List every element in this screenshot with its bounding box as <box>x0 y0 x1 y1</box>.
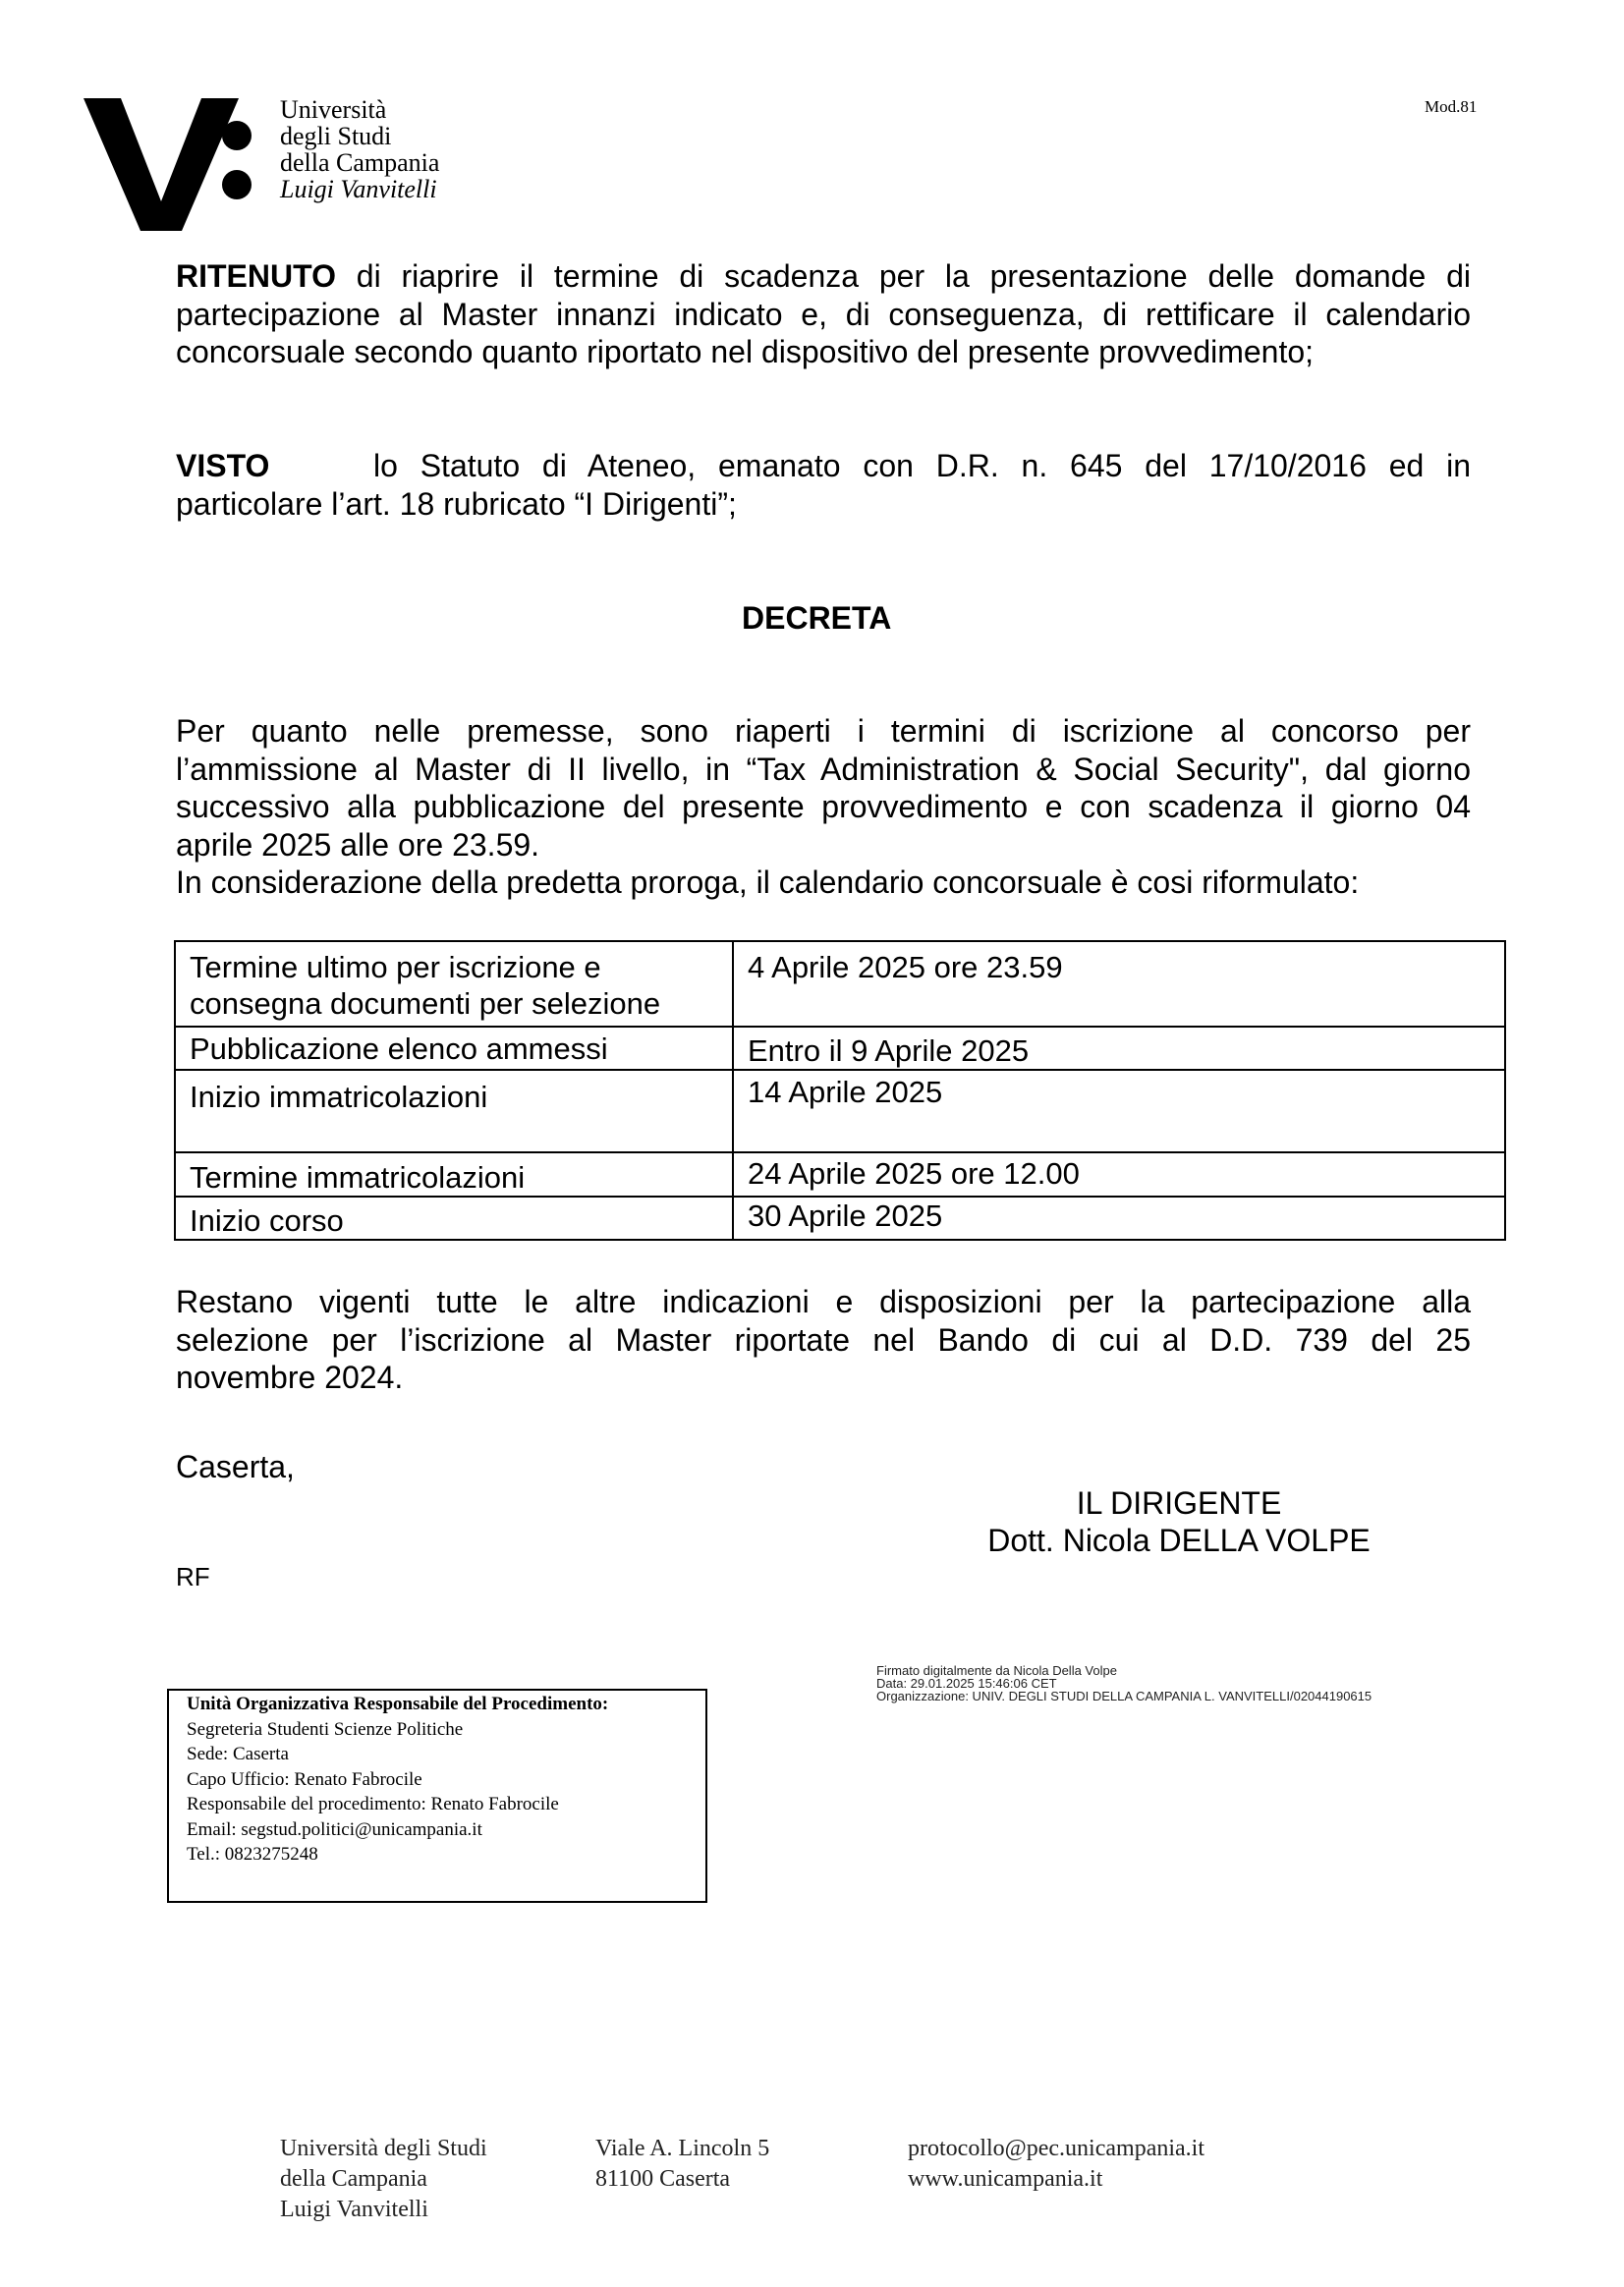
decree-body-line: Per quanto nelle premesse, sono riaperti i termini di iscrizione al concorso per <box>176 713 1471 749</box>
logo-v-shape <box>84 98 239 231</box>
office-line: Segreteria Studenti Scienze Politiche <box>187 1718 464 1740</box>
calendar-value: 14 Aprile 2025 <box>733 1070 1505 1152</box>
ritenuto-line: partecipazione al Master innanzi indicato e, di conseguenza, di rettificare il calendario <box>176 296 1471 332</box>
visto-paragraph <box>176 447 1471 523</box>
university-name-line: Università <box>280 95 387 124</box>
ritenuto-line: RITENUTO di riaprire il termine di scadenza per la presentazione delle domande di <box>176 258 1472 294</box>
ritenuto-paragraph <box>176 257 1471 371</box>
office-heading: Unità Organizzativa Responsabile del Procedimento: <box>187 1694 609 1714</box>
digital-signature-line: Firmato digitalmente da Nicola Della Volpe <box>876 1663 1117 1678</box>
calendar-label: Termine ultimo per iscrizione e consegna documenti per selezione <box>175 941 733 1027</box>
restano-line: selezione per l’iscrizione al Master riportate nel Bando di cui al D.D. 739 del 25 <box>176 1321 1471 1358</box>
calendar-value: 4 Aprile 2025 ore 23.59 <box>733 941 1505 1027</box>
office-line: Tel.: 0823275248 <box>187 1844 318 1865</box>
decree-body-line: aprile 2025 alle ore 23.59. <box>176 826 540 863</box>
digital-signature-line: Data: 29.01.2025 15:46:06 CET <box>876 1676 1057 1691</box>
signature-block <box>963 1484 1395 1559</box>
logo-dot-top <box>222 121 252 150</box>
footer-email-link[interactable]: protocollo@pec.unicampania.it <box>908 2136 1205 2161</box>
footer-line: Viale A. Lincoln 5 <box>595 2136 770 2161</box>
decree-body <box>176 712 1471 902</box>
module-code: Mod.81 <box>1425 97 1478 116</box>
calendar-value: 24 Aprile 2025 ore 12.00 <box>733 1152 1505 1197</box>
footer-line: Luigi Vanvitelli <box>280 2197 428 2222</box>
decree-body-line: l’ammissione al Master di II livello, in “Tax Administration & Social Security", dal giorno <box>176 751 1471 787</box>
office-info <box>187 1692 608 1868</box>
place: Caserta, <box>176 1449 295 1484</box>
visto-line: particolare l’art. 18 rubricato “I Dirigenti”; <box>176 485 737 522</box>
table-row <box>175 941 1505 1027</box>
calendar-value: Entro il 9 Aprile 2025 <box>733 1027 1505 1070</box>
calendar-table <box>174 940 1506 1241</box>
office-line: Capo Ufficio: Renato Fabrocile <box>187 1768 422 1790</box>
table-row <box>175 1027 1505 1070</box>
digital-signature-stamp <box>876 1664 1372 1702</box>
footer-website-link[interactable]: www.unicampania.it <box>908 2166 1103 2192</box>
ritenuto-line: concorsuale secondo quanto riportato nel dispositivo del presente provvedimento; <box>176 334 1315 369</box>
university-name-line: degli Studi <box>280 122 392 150</box>
visto-keyword: VISTO <box>176 448 270 483</box>
logo-dot-bottom <box>222 170 252 199</box>
calendar-label: Inizio immatricolazioni <box>175 1070 733 1152</box>
footer-university <box>280 2134 487 2225</box>
office-line: Sede: Caserta <box>187 1744 289 1764</box>
signature-role: IL DIRIGENTE <box>1076 1485 1282 1521</box>
calendar-label: Pubblicazione elenco ammessi <box>175 1027 733 1070</box>
office-line: Email: segstud.politici@unicampania.it <box>187 1818 482 1840</box>
footer-contacts <box>908 2134 1204 2195</box>
visto-line <box>176 447 1471 485</box>
table-row <box>175 1197 1505 1240</box>
university-name-line: della Campania <box>280 148 440 177</box>
university-name-italic: Luigi Vanvitelli <box>280 175 437 203</box>
ritenuto-keyword: RITENUTO <box>176 258 336 294</box>
footer-address <box>595 2134 769 2195</box>
footer-line: della Campania <box>280 2166 427 2192</box>
signature-name: Dott. Nicola DELLA VOLPE <box>987 1523 1371 1558</box>
office-line: Responsabile del procedimento: Renato Fabrocile <box>187 1794 559 1814</box>
calendar-label: Inizio corso <box>175 1197 733 1240</box>
decree-body-line: successivo alla pubblicazione del presente provvedimento e con scadenza il giorno 04 <box>176 789 1471 824</box>
digital-signature-line: Organizzazione: UNIV. DEGLI STUDI DELLA CAMPANIA L. VANVITELLI/02044190615 <box>876 1689 1372 1703</box>
restano-paragraph <box>176 1283 1471 1397</box>
calendar-label: Termine immatricolazioni <box>175 1152 733 1197</box>
initials: RF <box>176 1562 210 1591</box>
university-logo-mark <box>84 98 270 231</box>
visto-line1-text: lo Statuto di Ateneo, emanato con D.R. n. 645 del 17/10/2016 ed in <box>373 448 1471 483</box>
table-row <box>175 1152 1505 1197</box>
restano-line: novembre 2024. <box>176 1360 404 1395</box>
decree-body-line: In considerazione della predetta proroga, il calendario concorsuale è cosi riformulato: <box>176 865 1360 900</box>
university-name <box>280 96 439 202</box>
calendar-value: 30 Aprile 2025 <box>733 1197 1505 1240</box>
footer-line: 81100 Caserta <box>595 2166 731 2192</box>
table-row <box>175 1070 1505 1152</box>
footer-line: Università degli Studi <box>280 2136 487 2161</box>
decreta-title: DECRETA <box>742 600 892 636</box>
restano-line: Restano vigenti tutte le altre indicazioni e disposizioni per la partecipazione alla <box>176 1284 1471 1319</box>
